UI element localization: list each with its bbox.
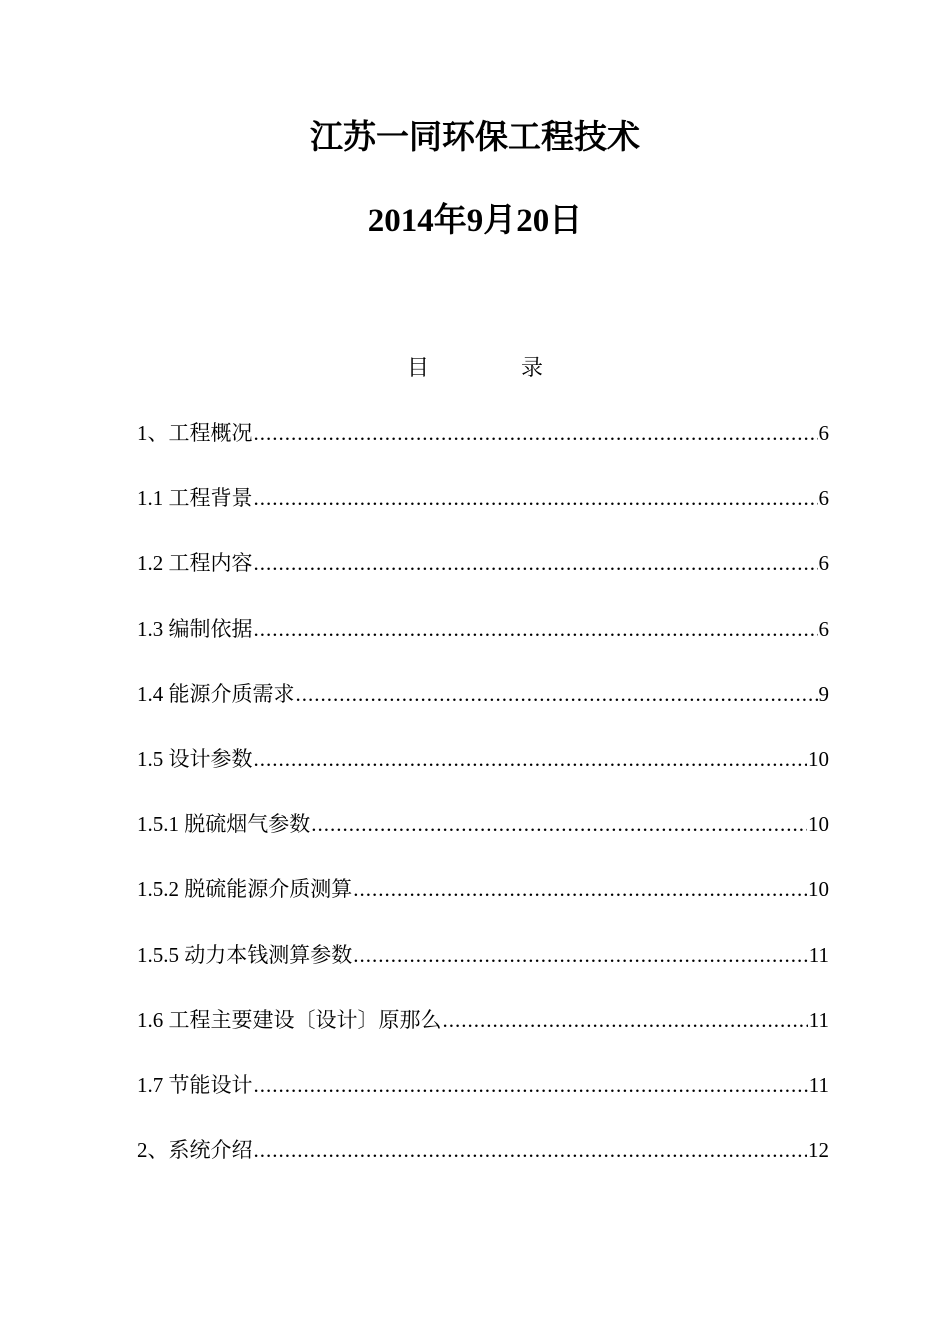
toc-entry[interactable] [137,418,829,483]
toc-dot-leader [296,679,818,709]
toc-entry[interactable] [137,1135,829,1200]
toc-entry-label: 1.5.1 脱硫烟气参数 [137,812,311,837]
toc-dot-leader [254,418,818,448]
toc-entry[interactable] [137,1070,829,1135]
toc-entry[interactable] [137,679,829,744]
toc-dot-leader [353,940,808,970]
toc-entry[interactable] [137,744,829,809]
table-of-contents [137,418,829,1200]
toc-dot-leader [254,614,818,644]
toc-entry-label: 1.2 工程内容 [137,551,253,576]
toc-entry-page: 10 [808,877,829,902]
document-title: 江苏一同环保工程技术 [310,117,640,156]
toc-dot-leader [311,809,807,839]
toc-dot-leader [353,874,807,904]
toc-entry-page: 12 [808,1138,829,1163]
toc-entry-label: 1.5 设计参数 [137,746,253,771]
toc-entry-label: 2、系统介绍 [137,1138,253,1163]
toc-entry[interactable] [137,483,829,548]
toc-heading-right: 录 [521,356,544,381]
toc-entry-page: 10 [808,746,829,771]
toc-entry-label: 1.5.2 脱硫能源介质测算 [137,877,353,902]
toc-entry-page: 6 [818,421,829,445]
toc-entry-label: 1.6 工程主要建设〔设计〕原那么 [137,1007,442,1032]
document-date: 2014年9月20日 [367,203,583,239]
toc-entry[interactable] [137,548,829,613]
toc-dot-leader [254,1070,808,1100]
toc-entry-page: 10 [808,812,829,837]
toc-entry-label: 1.7 节能设计 [137,1072,253,1097]
toc-heading [0,354,950,384]
toc-entry-page: 11 [808,1007,829,1032]
toc-entry-page: 9 [818,681,829,706]
toc-entry[interactable] [137,940,829,1005]
toc-entry-label: 1、工程概况 [137,421,253,445]
toc-entry-page: 6 [818,616,829,641]
toc-entry-page: 6 [818,486,829,511]
toc-dot-leader [254,483,818,513]
toc-entry-label: 1.5.5 动力本钱测算参数 [137,942,353,967]
toc-entry[interactable] [137,874,829,939]
toc-dot-leader [254,548,818,578]
toc-entry-label: 1.1 工程背景 [137,486,253,511]
toc-entry-label: 1.3 编制依据 [137,616,253,641]
toc-heading-left: 目 [406,356,429,381]
toc-entry-page: 11 [808,942,829,967]
toc-entry[interactable] [137,614,829,679]
toc-entry[interactable] [137,809,829,874]
toc-dot-leader [254,744,808,774]
toc-entry-page: 6 [818,551,829,576]
toc-entry-label: 1.4 能源介质需求 [137,681,295,706]
toc-dot-leader [254,1135,808,1165]
toc-dot-leader [443,1005,808,1035]
toc-entry-page: 11 [808,1072,829,1097]
toc-entry[interactable] [137,1005,829,1070]
